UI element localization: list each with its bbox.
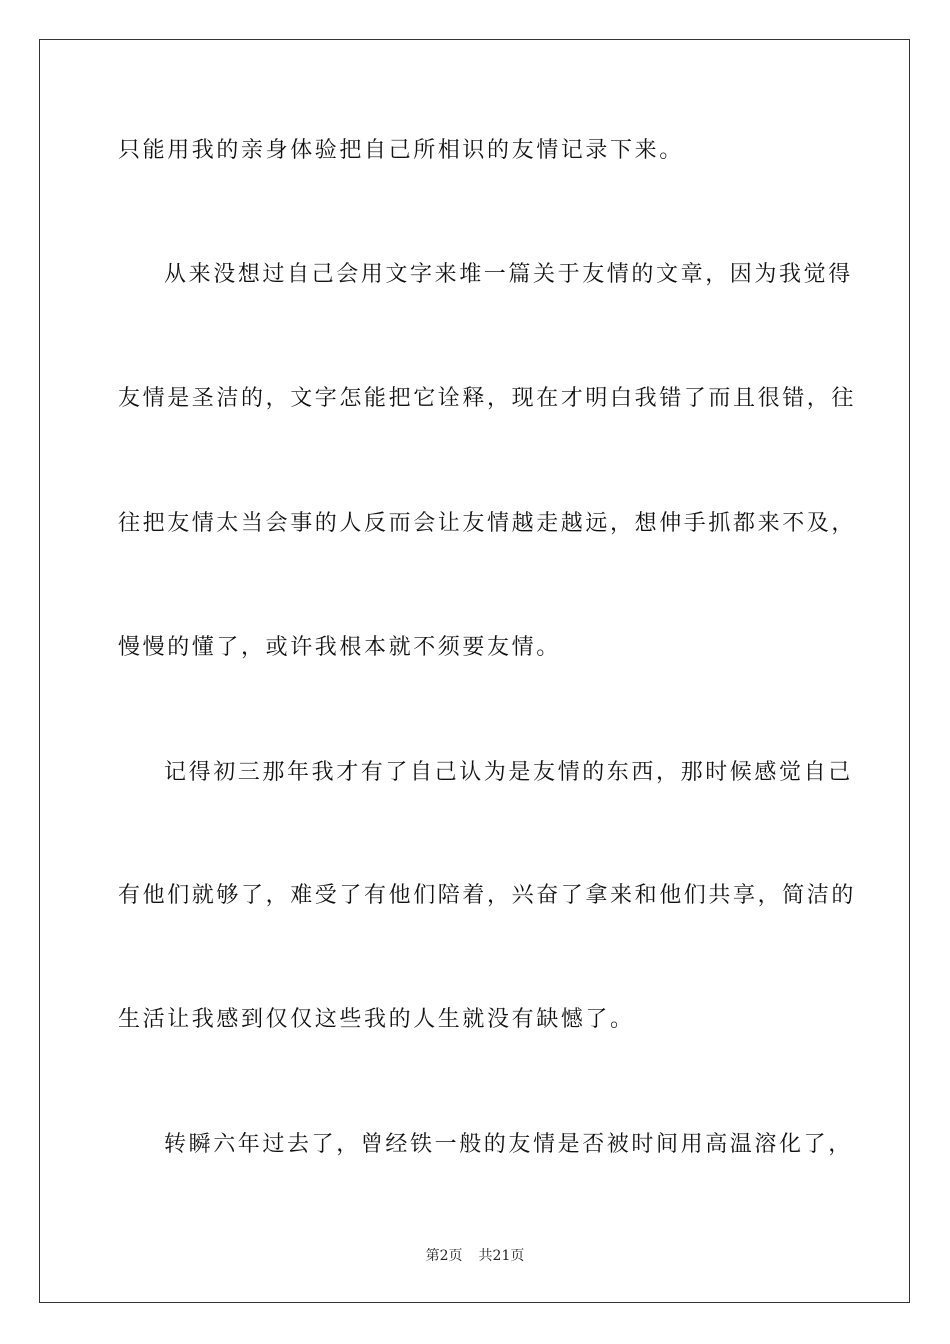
paragraph-line: 有他们就够了，难受了有他们陪着，兴奋了拿来和他们共享，简洁的 [118, 883, 857, 908]
paragraph-line: 慢慢的懂了，或许我根本就不须要友情。 [118, 635, 561, 660]
paragraph-line: 往把友情太当会事的人反而会让友情越走越远，想伸手抓都来不及， [118, 511, 857, 536]
paragraph-line: 转瞬六年过去了，曾经铁一般的友情是否被时间用高温溶化了， [164, 1132, 853, 1157]
page-number: 第2页 [425, 1248, 463, 1264]
paragraph-line: 生活让我感到仅仅这些我的人生就没有缺憾了。 [118, 1007, 635, 1032]
page-border [39, 39, 910, 1303]
page-total: 共21页 [478, 1248, 525, 1264]
page-footer [0, 1246, 950, 1266]
paragraph-line: 从来没想过自己会用文字来堆一篇关于友情的文章，因为我觉得 [164, 262, 853, 287]
paragraph-line: 友情是圣洁的，文字怎能把它诠释，现在才明白我错了而且很错，往 [118, 386, 857, 411]
paragraph-line: 记得初三那年我才有了自己认为是友情的东西，那时候感觉自己 [164, 760, 853, 785]
paragraph-line: 只能用我的亲身体验把自己所相识的友情记录下来。 [118, 138, 684, 163]
